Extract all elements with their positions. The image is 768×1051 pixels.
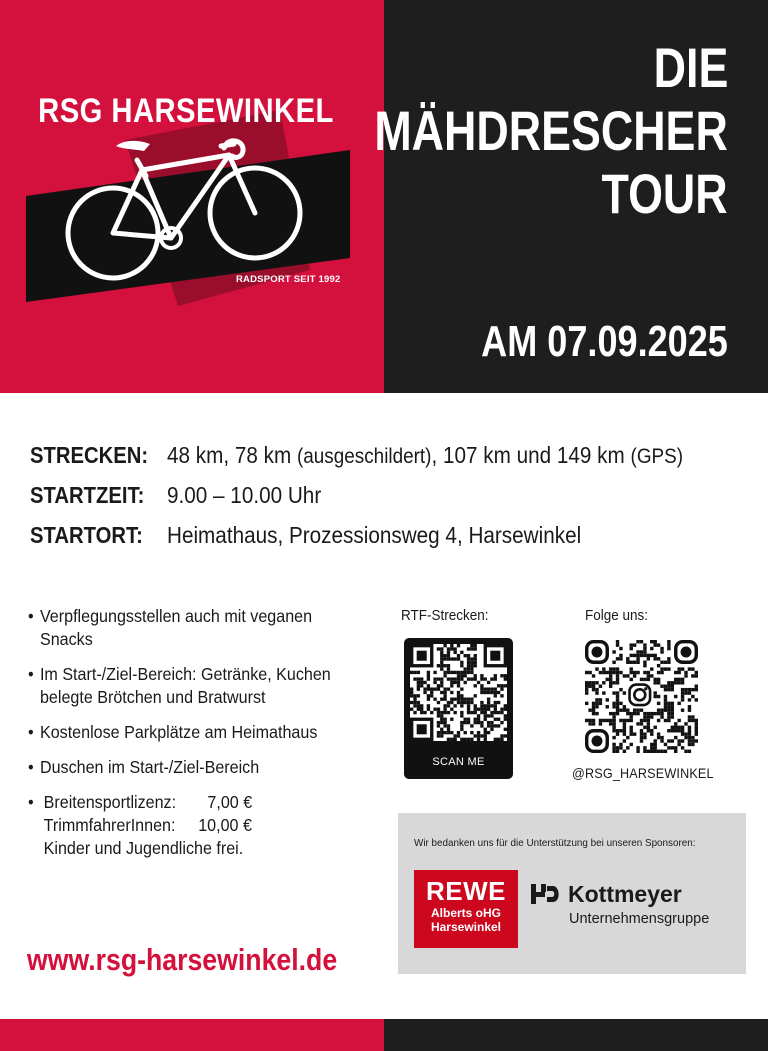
list-item: • Duschen im Start-/Ziel-Bereich [28, 756, 345, 779]
event-date: AM 07.09.2025 [481, 317, 728, 366]
event-title-panel [374, 0, 768, 393]
fee-price: 7,00 € [207, 792, 253, 812]
fee-note: Kinder und Jugendliche frei. [43, 838, 244, 858]
fee-price: 10,00 € [198, 815, 252, 835]
event-title-line-3: TOUR [601, 162, 728, 225]
strecken-label: STRECKEN: [30, 442, 149, 468]
fee-row [40, 814, 345, 837]
club-name: RSG HARSEWINKEL [38, 92, 334, 130]
fee-row [40, 791, 345, 814]
instagram-handle[interactable]: @RSG_HARSEWINKEL [572, 765, 714, 781]
sponsor-thanks: Wir bedanken uns für die Unterstützung bei unseren Sponsoren: [414, 837, 696, 849]
kottmeyer-logo-icon [529, 882, 563, 906]
website-link[interactable]: www.rsg-harsewinkel.de [27, 942, 338, 977]
event-title-line-2: MÄHDRESCHER [374, 99, 728, 162]
instagram-qr-code[interactable] [585, 640, 698, 753]
club-logo-panel [0, 0, 384, 393]
rtf-label: RTF-Strecken: [401, 607, 489, 624]
footer-red-bar [0, 1019, 384, 1051]
sponsor-box [398, 813, 746, 974]
fee-list [28, 791, 345, 860]
list-item: • Verpflegungsstellen auch mit veganen Snacks [28, 605, 345, 651]
kottmeyer-name: Kottmeyer [568, 881, 682, 907]
qr-code[interactable] [410, 644, 507, 741]
kottmeyer-subtitle: Unternehmensgruppe [569, 911, 710, 927]
rtf-qr-card[interactable] [404, 638, 513, 779]
info-row-startort [30, 520, 750, 560]
follow-label: Folge uns: [585, 607, 649, 624]
list-item: • Im Start-/Ziel-Bereich: Getränke, Kuchen belegte Brötchen und Bratwurst [28, 663, 345, 709]
info-row-startzeit [30, 480, 750, 520]
rewe-logo: REWE Alberts oHG Harsewinkel [414, 870, 518, 948]
feature-list [28, 605, 373, 860]
fee-name: TrimmfahrerInnen: [43, 815, 176, 835]
info-row-strecken [30, 440, 750, 480]
startort-value: Heimathaus, Prozessionsweg 4, Harsewinkel [167, 522, 582, 548]
event-title-line-1: DIE [653, 36, 728, 99]
startort-label: STARTORT: [30, 522, 143, 548]
club-tagline: RADSPORT SEIT 1992 [236, 274, 341, 285]
event-info [30, 440, 750, 560]
list-item: • Kostenlose Parkplätze am Heimathaus [28, 721, 345, 744]
fee-name: • Breitensportlizenz: [43, 792, 177, 812]
startzeit-value: 9.00 – 10.00 Uhr [167, 482, 322, 508]
startzeit-label: STARTZEIT: [30, 482, 145, 508]
strecken-value: 48 km, 78 km (ausgeschildert), 107 km und 149 km (GPS) [167, 442, 684, 468]
bicycle-logo [0, 0, 384, 393]
header [0, 0, 768, 393]
footer-dark-bar [384, 1019, 768, 1051]
scan-me-label: SCAN ME [432, 756, 485, 768]
